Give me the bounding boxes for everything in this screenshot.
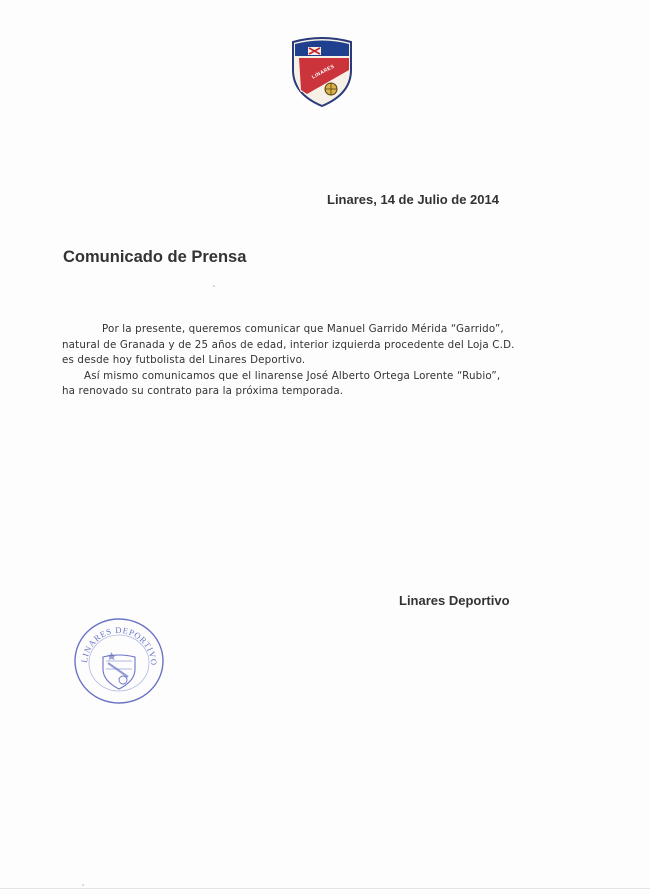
crest-text: LINARES [311,63,336,81]
letter-signature: Linares Deportivo [399,593,510,608]
paper-speck [213,285,215,287]
paper-speck [82,884,84,886]
letter-title: Comunicado de Prensa [63,248,247,266]
body-line-1: Por la presente, queremos comunicar que Manuel Garrido Mérida “Garrido”, [102,323,504,335]
svg-text:LINARES DEPORTIVO [79,625,159,666]
stamp-text: LINARES DEPORTIVO [79,624,160,667]
body-line-2: natural de Granada y de 25 años de edad, interior izquierda procedente del Loja C.D. [62,338,515,351]
letter-body [62,322,602,400]
body-line-4: Así mismo comunicamos que el linarense José Alberto Ortega Lorente “Rubio”, [84,369,501,382]
page-bottom-edge [0,888,650,889]
body-line-3: es desde hoy futbolista del Linares Deportivo. [62,354,306,366]
official-stamp-icon [73,617,165,705]
body-line-5: ha renovado su contrato para la próxima temporada. [62,385,344,397]
letter-date: Linares, 14 de Julio de 2014 [327,192,499,207]
